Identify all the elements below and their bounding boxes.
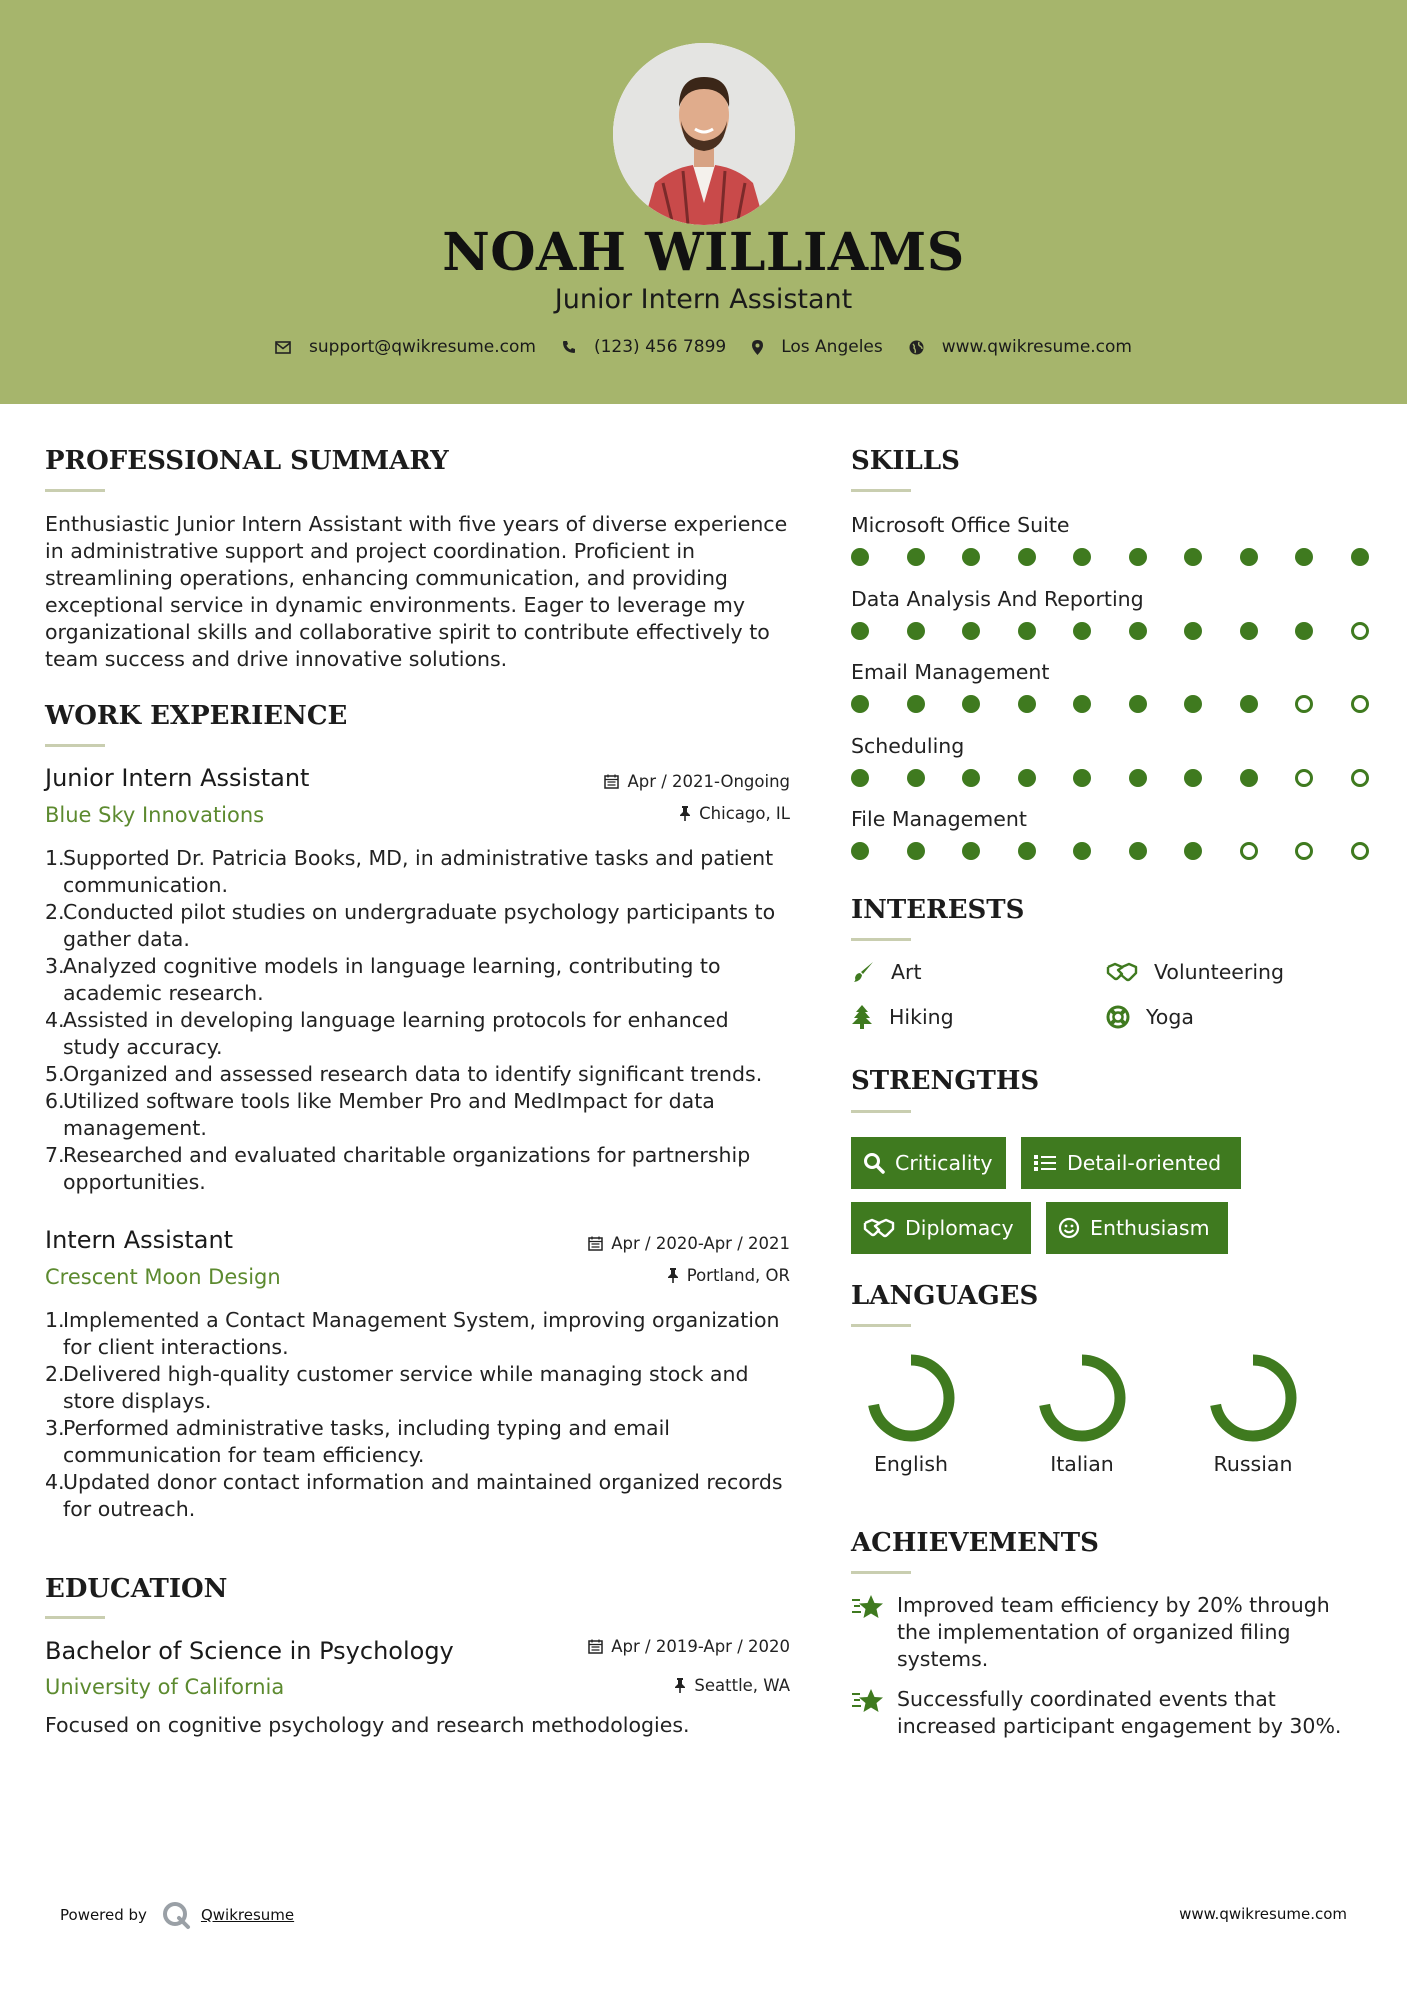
- location-text: Los Angeles: [781, 337, 883, 357]
- skills-heading: SKILLS: [851, 446, 960, 476]
- education-location: [674, 1676, 790, 1695]
- rating-dot-empty: [1295, 842, 1313, 860]
- rating-dot-filled: [962, 842, 980, 860]
- strength-tag: [851, 1202, 1031, 1254]
- skill-rating: [851, 548, 1406, 566]
- interest-hiking: [851, 1005, 954, 1029]
- globe-icon: [909, 340, 924, 355]
- rating-dot-empty: [1295, 695, 1313, 713]
- job-dates-text: Apr / 2020-Apr / 2021: [611, 1234, 790, 1253]
- handshake-icon: [863, 1217, 895, 1239]
- contact-email[interactable]: [275, 337, 536, 357]
- star-icon: [851, 1594, 885, 1620]
- pushpin-icon: [674, 1678, 686, 1693]
- contact-row: [0, 337, 1407, 357]
- rating-dot-filled: [907, 769, 925, 787]
- footer-branding: [60, 1900, 294, 1930]
- rating-dot-filled: [1184, 622, 1202, 640]
- job-dates-text: Apr / 2021-Ongoing: [627, 772, 790, 791]
- achievements-divider: [851, 1571, 911, 1574]
- qwikresume-link[interactable]: Qwikresume: [200, 1906, 295, 1924]
- strength-label: Detail-oriented: [1067, 1151, 1222, 1175]
- rating-dot-filled: [962, 695, 980, 713]
- list-item: 7. Researched and evaluated charitable organizations for partnership opportunities.: [45, 1143, 751, 1194]
- language-item: [851, 1350, 971, 1476]
- footer-website[interactable]: www.qwikresume.com: [1179, 1905, 1347, 1923]
- language-level-ring: [1034, 1350, 1130, 1446]
- summary-heading: PROFESSIONAL SUMMARY: [45, 446, 449, 476]
- list-item: 4. Updated donor contact information and maintained organized records for outreach.: [45, 1470, 783, 1521]
- powered-by-text: Powered by: [60, 1906, 147, 1924]
- achievement-item: [851, 1592, 1361, 1673]
- language-item: [1193, 1350, 1313, 1476]
- education-heading: EDUCATION: [45, 1574, 228, 1604]
- interest-yoga: [1106, 1005, 1194, 1029]
- rating-dot-empty: [1351, 695, 1369, 713]
- language-name: Italian: [1050, 1452, 1114, 1476]
- interest-label: Volunteering: [1154, 960, 1285, 984]
- degree-title: Bachelor of Science in Psychology: [45, 1637, 454, 1665]
- interest-volunteering: [1106, 960, 1284, 984]
- school-name: University of California: [45, 1675, 285, 1699]
- language-level-arc: [1215, 1360, 1291, 1436]
- job-bullets: [45, 1307, 790, 1523]
- language-name: Russian: [1213, 1452, 1293, 1476]
- interest-label: Yoga: [1146, 1005, 1194, 1029]
- skill-rating: [851, 622, 1406, 640]
- rating-dot-empty: [1295, 769, 1313, 787]
- rating-dot-filled: [851, 769, 869, 787]
- smile-icon: [1058, 1217, 1080, 1239]
- rating-dot-filled: [962, 548, 980, 566]
- rating-dot-filled: [1129, 842, 1147, 860]
- rating-dot-filled: [1018, 695, 1036, 713]
- rating-dot-filled: [962, 622, 980, 640]
- strength-label: Diplomacy: [905, 1216, 1014, 1240]
- rating-dot-filled: [851, 695, 869, 713]
- language-level-arc: [873, 1360, 949, 1436]
- rating-dot-filled: [1129, 695, 1147, 713]
- interests-divider: [851, 938, 911, 941]
- list-item: 3. Analyzed cognitive models in language learning, contributing to academic research.: [45, 954, 721, 1005]
- rating-dot-empty: [1351, 769, 1369, 787]
- paintbrush-icon: [851, 960, 875, 984]
- phone-icon: [562, 340, 576, 354]
- education-description: Focused on cognitive psychology and research methodologies.: [45, 1713, 690, 1737]
- company-name: Blue Sky Innovations: [45, 803, 265, 827]
- rating-dot-filled: [851, 548, 869, 566]
- rating-dot-empty: [1351, 842, 1369, 860]
- envelope-icon: [275, 341, 291, 354]
- list-item: 5. Organized and assessed research data to identify significant trends.: [45, 1062, 763, 1086]
- calendar-icon: [604, 774, 619, 789]
- tree-icon: [851, 1005, 873, 1029]
- job-dates: [588, 1234, 790, 1253]
- calendar-icon: [588, 1236, 603, 1251]
- skill-name: Scheduling: [851, 733, 965, 758]
- interest-label: Art: [891, 960, 922, 984]
- skill-name: Email Management: [851, 660, 1050, 684]
- profile-photo: [613, 43, 795, 225]
- education-dates-text: Apr / 2019-Apr / 2020: [611, 1637, 790, 1656]
- candidate-title: Junior Intern Assistant: [554, 284, 853, 315]
- pushpin-icon: [667, 1268, 679, 1283]
- language-level-ring: [1205, 1350, 1301, 1446]
- contact-location: [752, 337, 883, 357]
- rating-dot-filled: [1351, 548, 1369, 566]
- website-text: www.qwikresume.com: [941, 337, 1132, 357]
- rating-dot-filled: [1073, 842, 1091, 860]
- rating-dot-filled: [1240, 695, 1258, 713]
- rating-dot-filled: [1018, 622, 1036, 640]
- skill-name: Data Analysis And Reporting: [851, 586, 1144, 611]
- summary-divider: [45, 489, 105, 492]
- rating-dot-filled: [907, 695, 925, 713]
- qwikresume-logo-icon: [161, 1900, 191, 1930]
- summary-text: Enthusiastic Junior Intern Assistant with five years of diverse experience in administrative support and project coordination. Proficient in streamlining operations, enhancing communication, and providing exceptional service in dynamic environments. Eager to leverage my organizational skills and collaborative spirit to contribute effectively to team success and drive innovative solutions.: [45, 512, 788, 671]
- rating-dot-empty: [1351, 622, 1369, 640]
- list-item: 4. Assisted in developing language learning protocols for enhanced study accuracy.: [45, 1008, 729, 1059]
- rating-dot-filled: [1295, 548, 1313, 566]
- language-item: [1022, 1350, 1142, 1476]
- job-title: Junior Intern Assistant: [45, 764, 310, 792]
- rating-dot-filled: [962, 769, 980, 787]
- rating-dot-filled: [1295, 622, 1313, 640]
- skill-rating: [851, 769, 1406, 787]
- list-item: 6. Utilized software tools like Member Pro and MedImpact for data management.: [45, 1089, 715, 1140]
- contact-website[interactable]: [909, 337, 1132, 357]
- skill-name: File Management: [851, 807, 1027, 831]
- rating-dot-filled: [1073, 769, 1091, 787]
- rating-dot-filled: [1184, 769, 1202, 787]
- skill-rating: [851, 842, 1406, 860]
- education-location-text: Seattle, WA: [694, 1676, 790, 1695]
- strengths-divider: [851, 1110, 911, 1113]
- job-title: Intern Assistant: [45, 1226, 234, 1254]
- calendar-icon: [588, 1639, 603, 1654]
- rating-dot-filled: [1240, 622, 1258, 640]
- experience-heading: WORK EXPERIENCE: [45, 701, 348, 731]
- candidate-name: NOAH WILLIAMS: [442, 222, 965, 283]
- rating-dot-filled: [1240, 548, 1258, 566]
- rating-dot-filled: [1184, 548, 1202, 566]
- list-item: 3. Performed administrative tasks, including typing and email communication for team efficiency.: [45, 1416, 671, 1467]
- skills-divider: [851, 489, 911, 492]
- interest-art: [851, 960, 922, 984]
- rating-dot-filled: [1073, 548, 1091, 566]
- rating-dot-empty: [1240, 842, 1258, 860]
- strength-tag: [1046, 1202, 1228, 1254]
- strength-tag: [851, 1137, 1006, 1189]
- skill-rating: [851, 695, 1406, 713]
- education-dates: [588, 1637, 790, 1656]
- job-location: [667, 1266, 790, 1285]
- list-item: 2. Conducted pilot studies on undergraduate psychology participants to gather data.: [45, 900, 776, 951]
- rating-dot-filled: [1129, 769, 1147, 787]
- list-item: 2. Delivered high-quality customer service while managing stock and store displays.: [45, 1362, 749, 1413]
- rating-dot-filled: [1129, 548, 1147, 566]
- pushpin-icon: [679, 806, 691, 821]
- contact-phone[interactable]: [562, 337, 726, 357]
- languages-divider: [851, 1324, 911, 1327]
- language-level-arc: [1044, 1360, 1120, 1436]
- list-icon: [1033, 1153, 1057, 1173]
- rating-dot-filled: [851, 622, 869, 640]
- languages-heading: LANGUAGES: [851, 1281, 1039, 1311]
- company-name: Crescent Moon Design: [45, 1265, 281, 1289]
- phone-text: (123) 456 7899: [593, 337, 727, 357]
- handshake-icon: [1106, 961, 1138, 983]
- achievement-text: Successfully coordinated events that increased participant engagement by 30%.: [897, 1687, 1342, 1738]
- rating-dot-filled: [1129, 622, 1147, 640]
- strength-label: Enthusiasm: [1090, 1216, 1210, 1240]
- strengths-heading: STRENGTHS: [851, 1066, 1040, 1096]
- rating-dot-filled: [1018, 548, 1036, 566]
- language-level-ring: [863, 1350, 959, 1446]
- list-item: 1. Implemented a Contact Management System, improving organization for client interactions.: [45, 1308, 780, 1359]
- email-text: support@qwikresume.com: [309, 337, 536, 357]
- rating-dot-filled: [907, 842, 925, 860]
- strength-label: Criticality: [895, 1151, 993, 1175]
- interest-label: Hiking: [889, 1005, 954, 1029]
- star-icon: [851, 1688, 885, 1714]
- strength-tag: [1021, 1137, 1241, 1189]
- rating-dot-filled: [1184, 695, 1202, 713]
- rating-dot-filled: [907, 622, 925, 640]
- rating-dot-filled: [1073, 695, 1091, 713]
- achievement-item: [851, 1686, 1361, 1740]
- rating-dot-filled: [1073, 622, 1091, 640]
- interests-heading: INTERESTS: [851, 895, 1025, 925]
- job-location: [679, 804, 790, 823]
- rating-dot-filled: [1184, 842, 1202, 860]
- education-divider: [45, 1616, 105, 1619]
- job-bullets: [45, 845, 790, 1196]
- resume-header: [0, 0, 1407, 404]
- rating-dot-filled: [1018, 842, 1036, 860]
- rating-dot-filled: [851, 842, 869, 860]
- experience-divider: [45, 744, 105, 747]
- skill-name: Microsoft Office Suite: [851, 513, 1070, 537]
- language-name: English: [873, 1452, 949, 1476]
- achievements-heading: ACHIEVEMENTS: [851, 1528, 1099, 1558]
- search-icon: [863, 1152, 885, 1174]
- achievement-text: Improved team efficiency by 20% through the implementation of organized filing systems.: [897, 1593, 1330, 1671]
- job-location-text: Chicago, IL: [699, 804, 790, 823]
- rating-dot-filled: [1018, 769, 1036, 787]
- map-pin-icon: [752, 340, 763, 355]
- life-ring-icon: [1106, 1005, 1130, 1029]
- job-dates: [604, 772, 790, 791]
- rating-dot-filled: [1240, 769, 1258, 787]
- rating-dot-filled: [907, 548, 925, 566]
- list-item: 1. Supported Dr. Patricia Books, MD, in administrative tasks and patient communication.: [45, 846, 774, 897]
- job-location-text: Portland, OR: [686, 1266, 790, 1285]
